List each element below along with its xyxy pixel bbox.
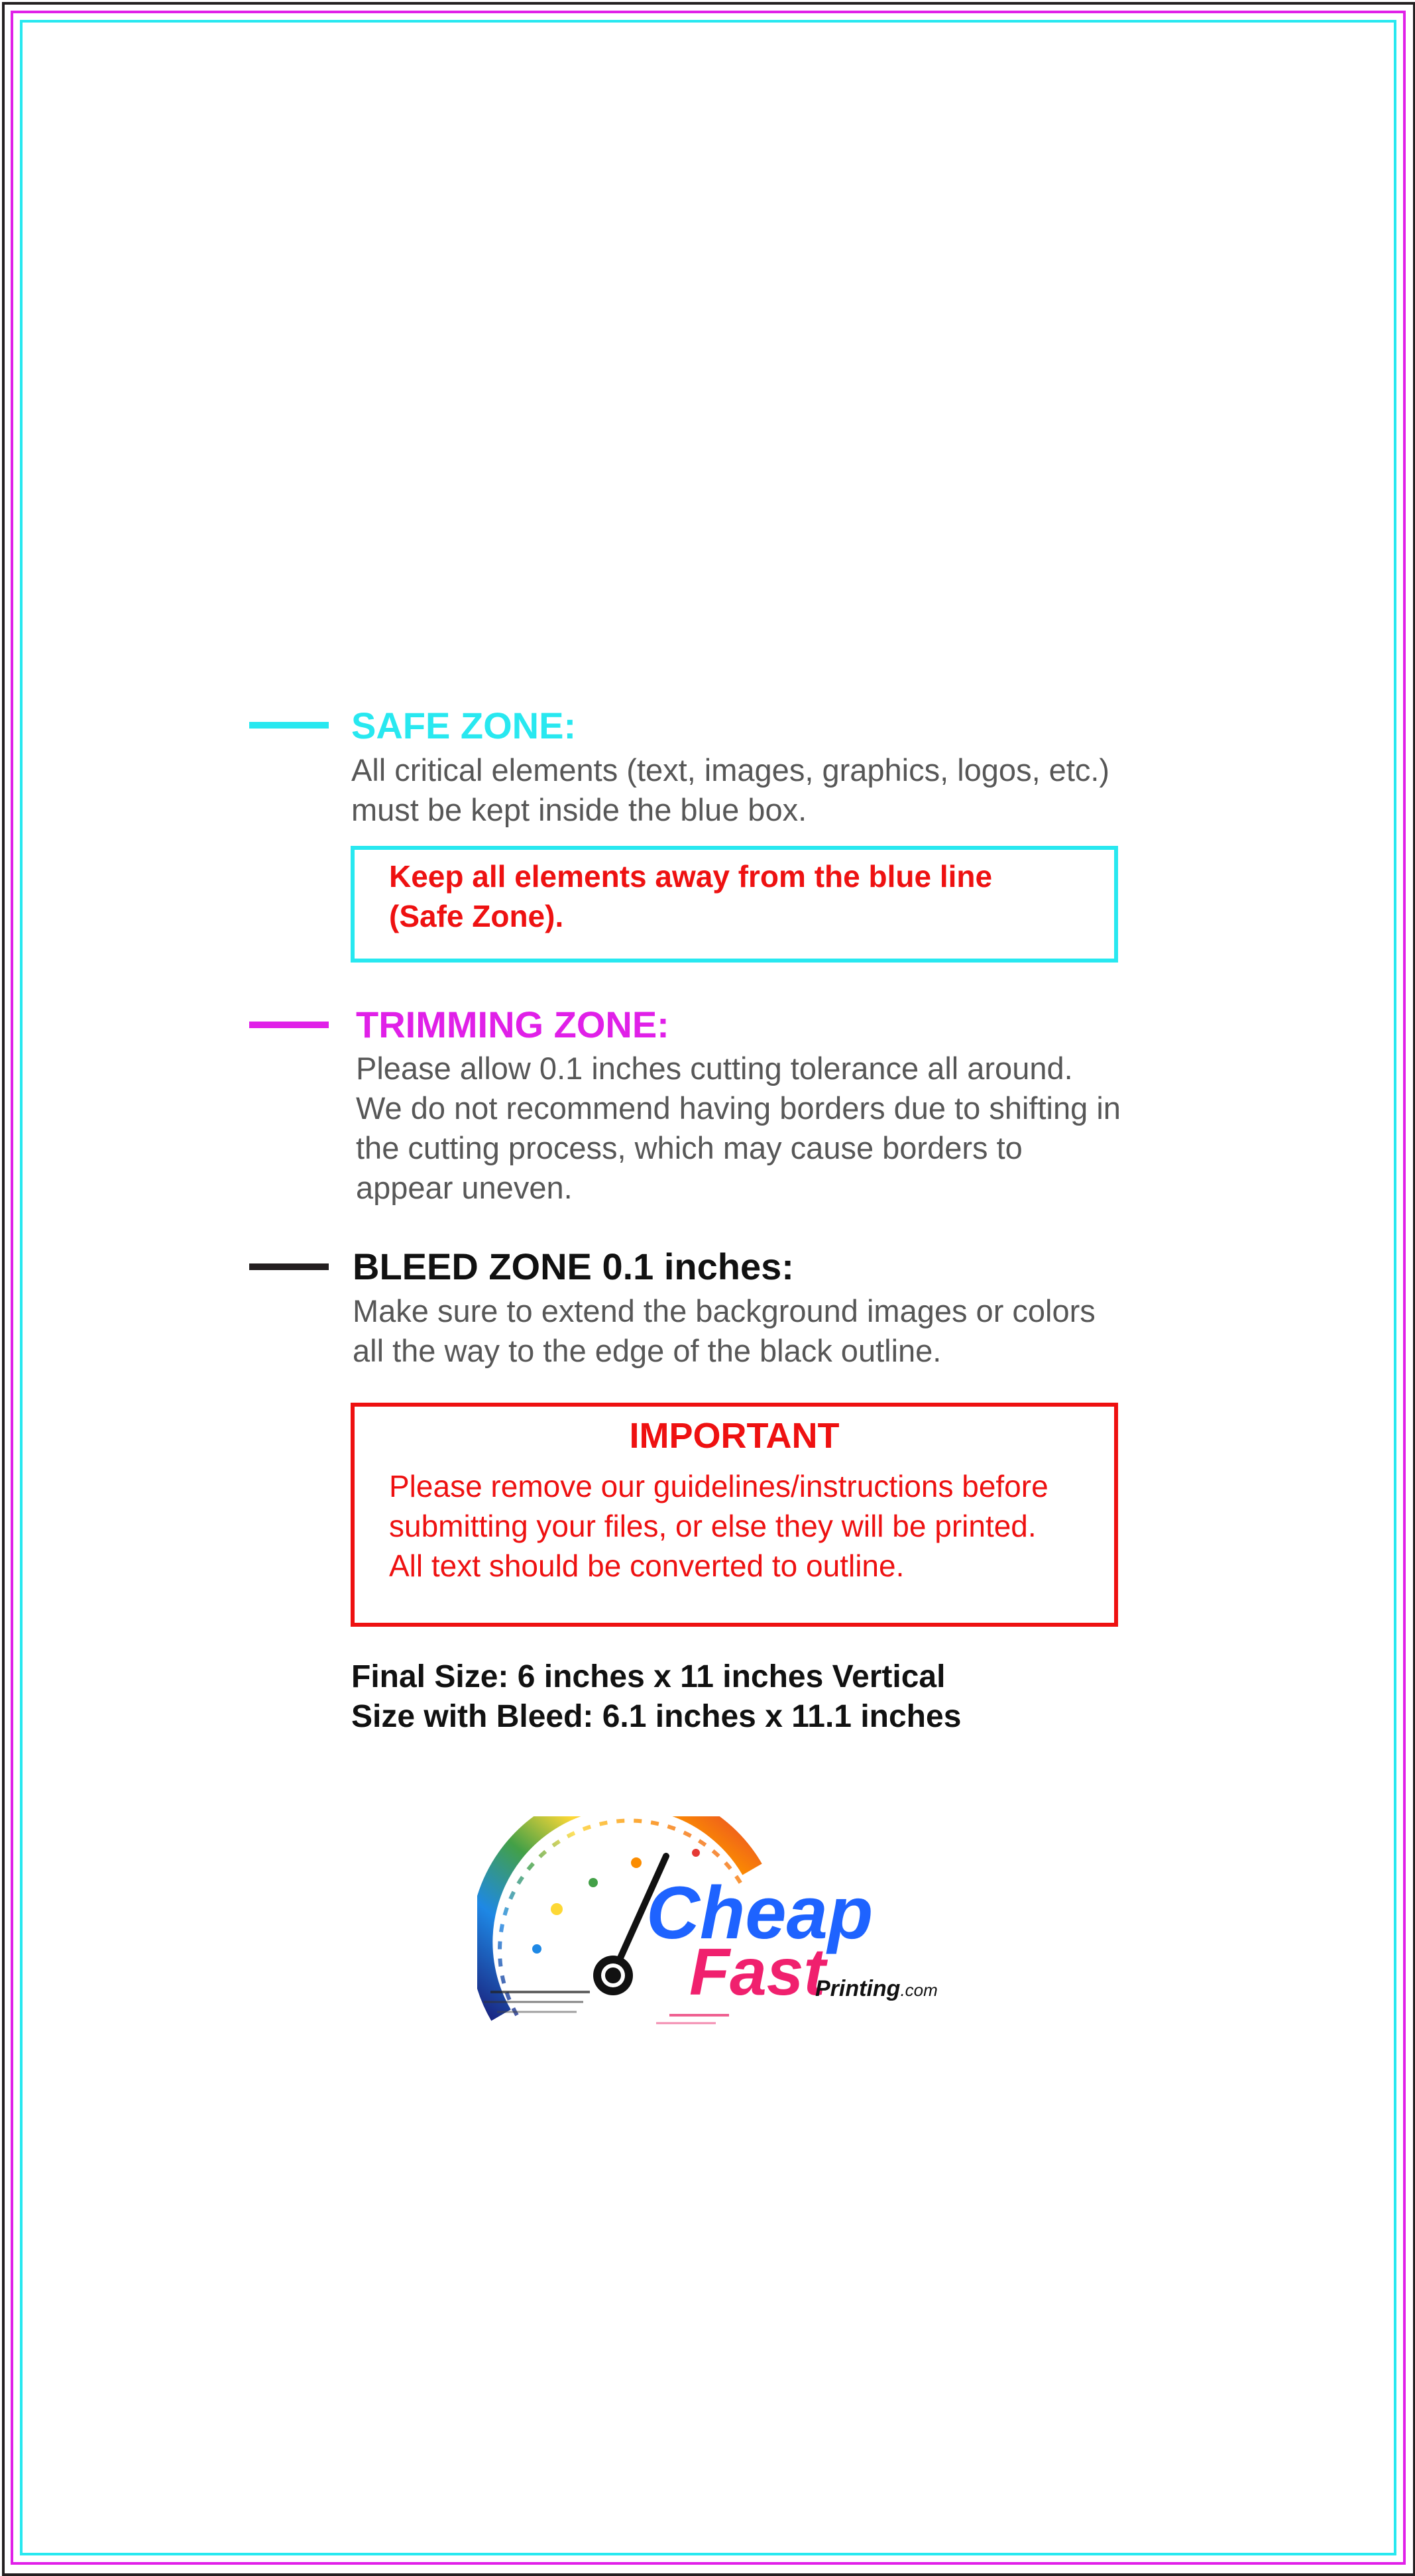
important-title: IMPORTANT bbox=[629, 1416, 840, 1456]
safe-zone-notice bbox=[389, 856, 992, 936]
trimming-zone-line-1: Please allow 0.1 inches cutting tolerance all around. bbox=[356, 1051, 1073, 1086]
logo-domain-suffix: .com bbox=[900, 1980, 938, 2000]
important-notice-box bbox=[351, 1403, 1118, 1627]
bleed-zone-line-2: all the way to the edge of the black outline. bbox=[353, 1333, 942, 1368]
safe-zone-notice-line-1: Keep all elements away from the blue line bbox=[389, 859, 993, 894]
safe-zone-line-2: must be kept inside the blue box. bbox=[351, 792, 807, 827]
important-line-1: Please remove our guidelines/instructions before bbox=[389, 1469, 1048, 1503]
important-line-2: submitting your files, or else they will be printed. bbox=[389, 1509, 1037, 1543]
trimming-zone-line-2: We do not recommend having borders due to shifting in bbox=[356, 1090, 1121, 1126]
cheap-fast-printing-logo bbox=[477, 1816, 941, 2028]
logo-printing-text: Printing bbox=[815, 1976, 901, 2001]
bleed-zone-legend-line bbox=[249, 1263, 329, 1270]
size-info bbox=[351, 1657, 961, 1737]
safe-zone-notice-line-2: (Safe Zone). bbox=[389, 899, 564, 933]
safe-zone-line-1: All critical elements (text, images, graphics, logos, etc.) bbox=[351, 752, 1110, 788]
bleed-zone-line-1: Make sure to extend the background images or colors bbox=[353, 1293, 1096, 1328]
final-size: Final Size: 6 inches x 11 inches Vertical bbox=[351, 1659, 946, 1694]
logo-word-printing bbox=[815, 1975, 938, 2003]
important-text bbox=[389, 1466, 1048, 1586]
trimming-zone-heading: TRIMMING ZONE: bbox=[356, 1004, 669, 1045]
logo-word-cheap: Cheap bbox=[646, 1871, 874, 1954]
safe-zone-legend-line bbox=[249, 722, 329, 729]
logo-word-fast: Fast bbox=[689, 1935, 826, 2009]
safe-zone-heading: SAFE ZONE: bbox=[351, 705, 577, 746]
trimming-zone-line-4: appear uneven. bbox=[356, 1170, 573, 1205]
trimming-zone-legend-line bbox=[249, 1022, 329, 1028]
safe-zone-notice-box bbox=[351, 846, 1118, 963]
important-line-3: All text should be converted to outline. bbox=[389, 1549, 905, 1583]
bleed-size: Size with Bleed: 6.1 inches x 11.1 inches bbox=[351, 1699, 962, 1734]
trimming-zone-line-3: the cutting process, which may cause borders to bbox=[356, 1130, 1023, 1165]
bleed-zone-heading: BLEED ZONE 0.1 inches: bbox=[353, 1246, 794, 1287]
safe-zone-description bbox=[351, 750, 1109, 830]
trimming-zone-description bbox=[356, 1049, 1121, 1208]
bleed-zone-description bbox=[353, 1291, 1096, 1371]
